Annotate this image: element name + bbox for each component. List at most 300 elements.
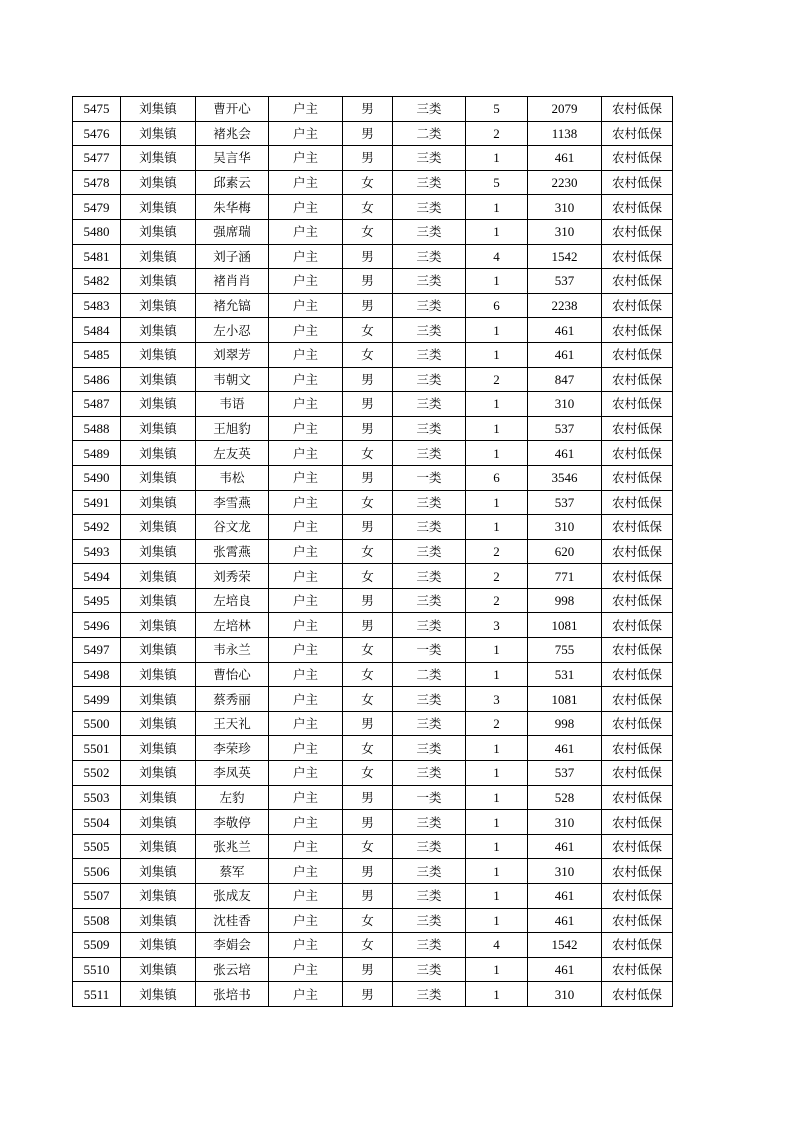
amount-cell: 2230: [528, 170, 602, 195]
relation-cell: 户主: [269, 318, 343, 343]
relation-cell: 户主: [269, 515, 343, 540]
table-row: [73, 121, 673, 146]
household-size-cell: 1: [466, 982, 528, 1007]
gender-cell: 女: [343, 318, 393, 343]
relation-cell: 户主: [269, 416, 343, 441]
record-no-cell: 5509: [73, 933, 121, 958]
township-cell: 刘集镇: [121, 392, 196, 417]
assistance-type-cell: 农村低保: [602, 244, 673, 269]
category-cell: 三类: [393, 564, 466, 589]
record-no-cell: 5477: [73, 146, 121, 171]
relation-cell: 户主: [269, 908, 343, 933]
record-no-cell: 5485: [73, 342, 121, 367]
assistance-type-cell: 农村低保: [602, 761, 673, 786]
amount-cell: 310: [528, 219, 602, 244]
relation-cell: 户主: [269, 613, 343, 638]
assistance-type-cell: 农村低保: [602, 539, 673, 564]
amount-cell: 998: [528, 711, 602, 736]
assistance-type-cell: 农村低保: [602, 318, 673, 343]
relation-cell: 户主: [269, 834, 343, 859]
relation-cell: 户主: [269, 490, 343, 515]
category-cell: 三类: [393, 884, 466, 909]
amount-cell: 1542: [528, 244, 602, 269]
amount-cell: 461: [528, 957, 602, 982]
table-row: [73, 318, 673, 343]
record-no-cell: 5496: [73, 613, 121, 638]
relation-cell: 户主: [269, 121, 343, 146]
household-size-cell: 1: [466, 392, 528, 417]
gender-cell: 男: [343, 957, 393, 982]
name-cell: 左培林: [196, 613, 269, 638]
table-row: [73, 588, 673, 613]
township-cell: 刘集镇: [121, 662, 196, 687]
relation-cell: 户主: [269, 195, 343, 220]
township-cell: 刘集镇: [121, 711, 196, 736]
table-row: [73, 810, 673, 835]
category-cell: 三类: [393, 515, 466, 540]
table-row: [73, 515, 673, 540]
category-cell: 三类: [393, 392, 466, 417]
amount-cell: 847: [528, 367, 602, 392]
gender-cell: 男: [343, 613, 393, 638]
household-size-cell: 5: [466, 97, 528, 122]
relation-cell: 户主: [269, 785, 343, 810]
gender-cell: 男: [343, 146, 393, 171]
relation-cell: 户主: [269, 219, 343, 244]
household-size-cell: 6: [466, 293, 528, 318]
table-row: [73, 638, 673, 663]
assistance-type-cell: 农村低保: [602, 613, 673, 638]
table-row: [73, 392, 673, 417]
record-no-cell: 5508: [73, 908, 121, 933]
relation-cell: 户主: [269, 146, 343, 171]
name-cell: 刘翠芳: [196, 342, 269, 367]
relation-cell: 户主: [269, 711, 343, 736]
record-no-cell: 5489: [73, 441, 121, 466]
amount-cell: 461: [528, 834, 602, 859]
gender-cell: 女: [343, 761, 393, 786]
gender-cell: 女: [343, 908, 393, 933]
gender-cell: 女: [343, 638, 393, 663]
township-cell: 刘集镇: [121, 588, 196, 613]
relation-cell: 户主: [269, 170, 343, 195]
table-row: [73, 342, 673, 367]
category-cell: 三类: [393, 219, 466, 244]
township-cell: 刘集镇: [121, 416, 196, 441]
amount-cell: 1542: [528, 933, 602, 958]
category-cell: 三类: [393, 441, 466, 466]
amount-cell: 461: [528, 146, 602, 171]
township-cell: 刘集镇: [121, 318, 196, 343]
relation-cell: 户主: [269, 465, 343, 490]
relation-cell: 户主: [269, 441, 343, 466]
household-size-cell: 1: [466, 342, 528, 367]
category-cell: 三类: [393, 539, 466, 564]
household-size-cell: 2: [466, 539, 528, 564]
table-row: [73, 884, 673, 909]
household-size-cell: 1: [466, 736, 528, 761]
record-no-cell: 5493: [73, 539, 121, 564]
household-size-cell: 1: [466, 834, 528, 859]
township-cell: 刘集镇: [121, 933, 196, 958]
name-cell: 李雪燕: [196, 490, 269, 515]
relation-cell: 户主: [269, 97, 343, 122]
assistance-type-cell: 农村低保: [602, 933, 673, 958]
table-row: [73, 244, 673, 269]
township-cell: 刘集镇: [121, 244, 196, 269]
category-cell: 三类: [393, 834, 466, 859]
name-cell: 韦语: [196, 392, 269, 417]
relation-cell: 户主: [269, 884, 343, 909]
amount-cell: 2238: [528, 293, 602, 318]
township-cell: 刘集镇: [121, 539, 196, 564]
category-cell: 三类: [393, 318, 466, 343]
record-no-cell: 5504: [73, 810, 121, 835]
township-cell: 刘集镇: [121, 195, 196, 220]
household-size-cell: 3: [466, 687, 528, 712]
name-cell: 沈桂香: [196, 908, 269, 933]
household-size-cell: 4: [466, 933, 528, 958]
category-cell: 三类: [393, 293, 466, 318]
category-cell: 三类: [393, 342, 466, 367]
name-cell: 韦朝文: [196, 367, 269, 392]
record-no-cell: 5502: [73, 761, 121, 786]
assistance-type-cell: 农村低保: [602, 392, 673, 417]
name-cell: 张兆兰: [196, 834, 269, 859]
record-no-cell: 5483: [73, 293, 121, 318]
relation-cell: 户主: [269, 539, 343, 564]
household-size-cell: 1: [466, 761, 528, 786]
gender-cell: 男: [343, 416, 393, 441]
township-cell: 刘集镇: [121, 785, 196, 810]
record-no-cell: 5499: [73, 687, 121, 712]
category-cell: 三类: [393, 687, 466, 712]
category-cell: 三类: [393, 761, 466, 786]
gender-cell: 男: [343, 392, 393, 417]
category-cell: 一类: [393, 638, 466, 663]
name-cell: 张成友: [196, 884, 269, 909]
household-size-cell: 1: [466, 859, 528, 884]
relation-cell: 户主: [269, 957, 343, 982]
record-no-cell: 5486: [73, 367, 121, 392]
household-size-cell: 3: [466, 613, 528, 638]
name-cell: 李荣珍: [196, 736, 269, 761]
relation-cell: 户主: [269, 810, 343, 835]
assistance-type-cell: 农村低保: [602, 416, 673, 441]
relation-cell: 户主: [269, 638, 343, 663]
table-row: [73, 564, 673, 589]
household-size-cell: 1: [466, 416, 528, 441]
amount-cell: 461: [528, 908, 602, 933]
household-size-cell: 2: [466, 367, 528, 392]
amount-cell: 1081: [528, 613, 602, 638]
amount-cell: 528: [528, 785, 602, 810]
table-row: [73, 613, 673, 638]
township-cell: 刘集镇: [121, 367, 196, 392]
gender-cell: 女: [343, 170, 393, 195]
gender-cell: 男: [343, 859, 393, 884]
household-size-cell: 1: [466, 785, 528, 810]
township-cell: 刘集镇: [121, 121, 196, 146]
assistance-type-cell: 农村低保: [602, 515, 673, 540]
name-cell: 曹怡心: [196, 662, 269, 687]
relation-cell: 户主: [269, 662, 343, 687]
table-row: [73, 736, 673, 761]
relation-cell: 户主: [269, 269, 343, 294]
assistance-type-cell: 农村低保: [602, 97, 673, 122]
amount-cell: 310: [528, 392, 602, 417]
township-cell: 刘集镇: [121, 269, 196, 294]
township-cell: 刘集镇: [121, 342, 196, 367]
category-cell: 三类: [393, 195, 466, 220]
category-cell: 三类: [393, 736, 466, 761]
gender-cell: 女: [343, 687, 393, 712]
amount-cell: 755: [528, 638, 602, 663]
name-cell: 刘子涵: [196, 244, 269, 269]
household-size-cell: 1: [466, 908, 528, 933]
name-cell: 王旭豹: [196, 416, 269, 441]
table-row: [73, 269, 673, 294]
amount-cell: 537: [528, 490, 602, 515]
assistance-type-cell: 农村低保: [602, 711, 673, 736]
amount-cell: 461: [528, 441, 602, 466]
amount-cell: 310: [528, 515, 602, 540]
record-no-cell: 5484: [73, 318, 121, 343]
gender-cell: 男: [343, 515, 393, 540]
gender-cell: 男: [343, 785, 393, 810]
assistance-type-cell: 农村低保: [602, 121, 673, 146]
table-row: [73, 908, 673, 933]
household-size-cell: 1: [466, 318, 528, 343]
relation-cell: 户主: [269, 564, 343, 589]
township-cell: 刘集镇: [121, 957, 196, 982]
record-no-cell: 5479: [73, 195, 121, 220]
name-cell: 曹开心: [196, 97, 269, 122]
table-row: [73, 982, 673, 1007]
relation-cell: 户主: [269, 859, 343, 884]
category-cell: 三类: [393, 859, 466, 884]
assistance-type-cell: 农村低保: [602, 736, 673, 761]
relation-cell: 户主: [269, 367, 343, 392]
relation-cell: 户主: [269, 293, 343, 318]
name-cell: 李凤英: [196, 761, 269, 786]
table-row: [73, 539, 673, 564]
amount-cell: 620: [528, 539, 602, 564]
amount-cell: 461: [528, 318, 602, 343]
assistance-type-cell: 农村低保: [602, 687, 673, 712]
category-cell: 三类: [393, 588, 466, 613]
record-no-cell: 5510: [73, 957, 121, 982]
record-no-cell: 5506: [73, 859, 121, 884]
name-cell: 蔡军: [196, 859, 269, 884]
assistance-type-cell: 农村低保: [602, 367, 673, 392]
household-size-cell: 1: [466, 884, 528, 909]
table-row: [73, 416, 673, 441]
relation-cell: 户主: [269, 687, 343, 712]
relation-cell: 户主: [269, 933, 343, 958]
record-no-cell: 5503: [73, 785, 121, 810]
gender-cell: 男: [343, 97, 393, 122]
record-no-cell: 5495: [73, 588, 121, 613]
household-size-cell: 1: [466, 490, 528, 515]
name-cell: 朱华梅: [196, 195, 269, 220]
township-cell: 刘集镇: [121, 908, 196, 933]
gender-cell: 男: [343, 982, 393, 1007]
table-row: [73, 761, 673, 786]
name-cell: 李敬停: [196, 810, 269, 835]
name-cell: 张云培: [196, 957, 269, 982]
assistance-type-cell: 农村低保: [602, 957, 673, 982]
gender-cell: 女: [343, 564, 393, 589]
household-size-cell: 1: [466, 662, 528, 687]
gender-cell: 女: [343, 834, 393, 859]
category-cell: 三类: [393, 957, 466, 982]
record-no-cell: 5490: [73, 465, 121, 490]
record-no-cell: 5475: [73, 97, 121, 122]
township-cell: 刘集镇: [121, 564, 196, 589]
amount-cell: 3546: [528, 465, 602, 490]
category-cell: 三类: [393, 170, 466, 195]
category-cell: 二类: [393, 662, 466, 687]
gender-cell: 男: [343, 465, 393, 490]
table-row: [73, 219, 673, 244]
name-cell: 韦松: [196, 465, 269, 490]
assistance-type-cell: 农村低保: [602, 465, 673, 490]
amount-cell: 461: [528, 736, 602, 761]
name-cell: 张培书: [196, 982, 269, 1007]
name-cell: 蔡秀丽: [196, 687, 269, 712]
name-cell: 谷文龙: [196, 515, 269, 540]
category-cell: 三类: [393, 711, 466, 736]
name-cell: 强席瑞: [196, 219, 269, 244]
name-cell: 褚允镐: [196, 293, 269, 318]
amount-cell: 310: [528, 810, 602, 835]
gender-cell: 女: [343, 736, 393, 761]
household-size-cell: 1: [466, 638, 528, 663]
assistance-type-cell: 农村低保: [602, 219, 673, 244]
category-cell: 三类: [393, 416, 466, 441]
table-row: [73, 687, 673, 712]
table-row: [73, 293, 673, 318]
gender-cell: 女: [343, 662, 393, 687]
township-cell: 刘集镇: [121, 613, 196, 638]
gender-cell: 男: [343, 244, 393, 269]
gender-cell: 男: [343, 884, 393, 909]
relation-cell: 户主: [269, 736, 343, 761]
name-cell: 吴言华: [196, 146, 269, 171]
relation-cell: 户主: [269, 392, 343, 417]
record-no-cell: 5482: [73, 269, 121, 294]
household-size-cell: 1: [466, 146, 528, 171]
record-no-cell: 5507: [73, 884, 121, 909]
table-row: [73, 195, 673, 220]
table-row: [73, 957, 673, 982]
relation-cell: 户主: [269, 342, 343, 367]
relation-cell: 户主: [269, 244, 343, 269]
gender-cell: 男: [343, 121, 393, 146]
household-size-cell: 1: [466, 810, 528, 835]
household-size-cell: 5: [466, 170, 528, 195]
table-row: [73, 367, 673, 392]
township-cell: 刘集镇: [121, 465, 196, 490]
assistance-type-cell: 农村低保: [602, 269, 673, 294]
record-no-cell: 5487: [73, 392, 121, 417]
table-row: [73, 933, 673, 958]
township-cell: 刘集镇: [121, 97, 196, 122]
table-row: [73, 662, 673, 687]
name-cell: 褚兆会: [196, 121, 269, 146]
category-cell: 三类: [393, 367, 466, 392]
township-cell: 刘集镇: [121, 490, 196, 515]
household-size-cell: 2: [466, 564, 528, 589]
amount-cell: 998: [528, 588, 602, 613]
gender-cell: 女: [343, 342, 393, 367]
amount-cell: 537: [528, 269, 602, 294]
category-cell: 三类: [393, 613, 466, 638]
category-cell: 三类: [393, 933, 466, 958]
amount-cell: 461: [528, 884, 602, 909]
category-cell: 一类: [393, 465, 466, 490]
relation-cell: 户主: [269, 761, 343, 786]
record-no-cell: 5498: [73, 662, 121, 687]
assistance-type-cell: 农村低保: [602, 588, 673, 613]
table-row: [73, 465, 673, 490]
table-row: [73, 146, 673, 171]
table-row: [73, 490, 673, 515]
assistance-type-cell: 农村低保: [602, 982, 673, 1007]
assistance-type-cell: 农村低保: [602, 662, 673, 687]
category-cell: 一类: [393, 785, 466, 810]
amount-cell: 310: [528, 982, 602, 1007]
assistance-type-cell: 农村低保: [602, 146, 673, 171]
name-cell: 褚肖肖: [196, 269, 269, 294]
record-no-cell: 5497: [73, 638, 121, 663]
name-cell: 左小忍: [196, 318, 269, 343]
township-cell: 刘集镇: [121, 146, 196, 171]
table-row: [73, 859, 673, 884]
township-cell: 刘集镇: [121, 687, 196, 712]
record-no-cell: 5511: [73, 982, 121, 1007]
gender-cell: 女: [343, 490, 393, 515]
name-cell: 王天礼: [196, 711, 269, 736]
amount-cell: 1138: [528, 121, 602, 146]
amount-cell: 531: [528, 662, 602, 687]
category-cell: 三类: [393, 269, 466, 294]
name-cell: 左培良: [196, 588, 269, 613]
table-body: [73, 97, 673, 1007]
household-size-cell: 1: [466, 441, 528, 466]
category-cell: 二类: [393, 121, 466, 146]
table-row: [73, 441, 673, 466]
assistance-type-cell: 农村低保: [602, 638, 673, 663]
category-cell: 三类: [393, 982, 466, 1007]
name-cell: 左豹: [196, 785, 269, 810]
record-no-cell: 5480: [73, 219, 121, 244]
township-cell: 刘集镇: [121, 982, 196, 1007]
township-cell: 刘集镇: [121, 170, 196, 195]
assistance-type-cell: 农村低保: [602, 785, 673, 810]
gender-cell: 男: [343, 711, 393, 736]
township-cell: 刘集镇: [121, 293, 196, 318]
record-no-cell: 5491: [73, 490, 121, 515]
name-cell: 李娟会: [196, 933, 269, 958]
category-cell: 三类: [393, 810, 466, 835]
record-no-cell: 5501: [73, 736, 121, 761]
household-size-cell: 6: [466, 465, 528, 490]
assistance-type-cell: 农村低保: [602, 170, 673, 195]
category-cell: 三类: [393, 97, 466, 122]
category-cell: 三类: [393, 490, 466, 515]
